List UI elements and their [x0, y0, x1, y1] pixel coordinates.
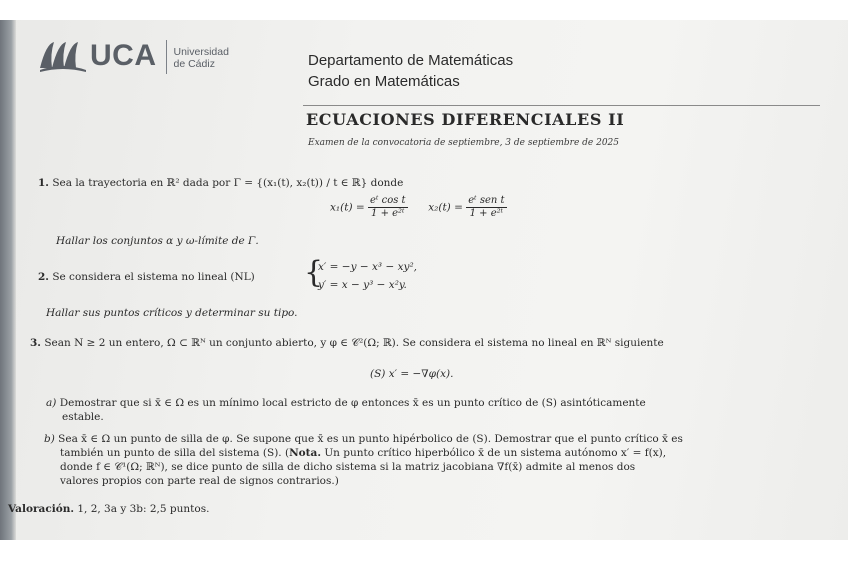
problem-3b-line3: donde f ∈ 𝒞¹(Ω; ℝᴺ), se dice punto de silla de dicho sistema si la matriz jacobiana ∇f(x̄) admite al menos dos: [60, 461, 636, 473]
department-name: Departamento de Matemáticas: [308, 52, 514, 69]
problem-1-text: Sea la trayectoria en ℝ² dada por Γ = {(x₁(t), x₂(t)) / t ∈ ℝ} donde: [52, 177, 404, 189]
eq-x2-numerator: eᵗ sen t: [468, 195, 505, 206]
system-eq-2: y′ = x − y³ − x²y.: [318, 279, 407, 291]
logo-divider: [166, 40, 167, 74]
eq-x1-numerator: eᵗ cos t: [370, 195, 406, 206]
system-brace: {: [304, 255, 324, 290]
problem-3b-text: Sea x̄ ∈ Ω un punto de silla de φ. Se supone que x̄ es un punto hipérbolico de (S). Demostrar que el punto crítico x̄ es: [58, 433, 683, 445]
problem-3a-line1: [46, 396, 646, 410]
problem-2-text: Se considera el sistema no lineal (NL): [52, 271, 255, 283]
problem-2-statement: [38, 270, 255, 284]
problem-3-text: Sean N ≥ 2 un entero, Ω ⊂ ℝᴺ un conjunto abierto, y φ ∈ 𝒞²(Ω; ℝ). Se considera el sistema no lineal en ℝᴺ siguiente: [44, 337, 664, 349]
eq-x1-lhs: x₁(t) =: [330, 201, 365, 214]
problem-3-number: 3.: [30, 337, 41, 349]
eq-x2-fraction: [466, 195, 506, 220]
problem-3-statement: [30, 336, 664, 350]
problem-3-equation: (S) x′ = −∇φ(x).: [370, 368, 454, 380]
problem-3a-line2: estable.: [62, 411, 104, 423]
problem-3b-line2-pre: también un punto de silla del sistema (S). (: [60, 447, 290, 459]
eq-x2-lhs: x₂(t) =: [428, 201, 463, 214]
logo-name-line2: de Cádiz: [173, 58, 215, 70]
eq-x2-denominator: 1 + e²ᵗ: [469, 208, 504, 219]
logo-name-line1: Universidad: [173, 46, 229, 58]
problem-1-statement: [38, 176, 403, 190]
grading-line: [8, 502, 209, 516]
problem-3a-label: a): [46, 397, 57, 409]
problem-2-number: 2.: [38, 271, 49, 283]
eq-x1-denominator: 1 + e²ᵗ: [371, 208, 405, 219]
problem-3b-line2-post: Un punto crítico hiperbólico x̄ de un sistema autónomo x′ = f(x),: [320, 447, 667, 459]
problem-1-number: 1.: [38, 177, 49, 189]
problem-3b-line2: [60, 446, 666, 460]
problem-1-equations: [330, 195, 507, 220]
problem-3b-line1: [44, 432, 683, 446]
grading-text: 1, 2, 3a y 3b: 2,5 puntos.: [74, 503, 210, 515]
uca-wave-logo-icon: [38, 38, 88, 74]
problem-3a-text: Demostrar que si x̄ ∈ Ω es un mínimo local estricto de φ entonces x̄ es un punto crítico de (S) asintóticamente: [59, 397, 646, 409]
grading-label: Valoración.: [8, 503, 74, 515]
problem-3b-label: b): [44, 433, 55, 445]
problem-3b-line4: valores propios con parte real de signos contrarios.): [60, 475, 339, 487]
department-block: [308, 50, 513, 92]
exam-subtitle: Examen de la convocatoria de septiembre, 3 de septiembre de 2025: [308, 138, 620, 148]
logo-acronym: UCA: [90, 39, 157, 72]
course-title: ECUACIONES DIFERENCIALES II: [306, 110, 625, 129]
dark-left-edge: [0, 20, 16, 540]
degree-name: Grado en Matemáticas: [308, 73, 460, 90]
exam-sheet-photo: [0, 20, 848, 540]
system-eq-1: x′ = −y − x³ − xy²,: [318, 261, 417, 273]
problem-1-task: Hallar los conjuntos α y ω-límite de Γ.: [56, 235, 259, 247]
header-rule: [303, 105, 820, 106]
university-logo: [38, 38, 229, 74]
problem-2-task: Hallar sus puntos críticos y determinar su tipo.: [46, 307, 298, 319]
eq-x1-fraction: [368, 195, 408, 220]
problem-3b-note-label: Nota.: [289, 447, 321, 459]
logo-university-name: [174, 46, 229, 70]
